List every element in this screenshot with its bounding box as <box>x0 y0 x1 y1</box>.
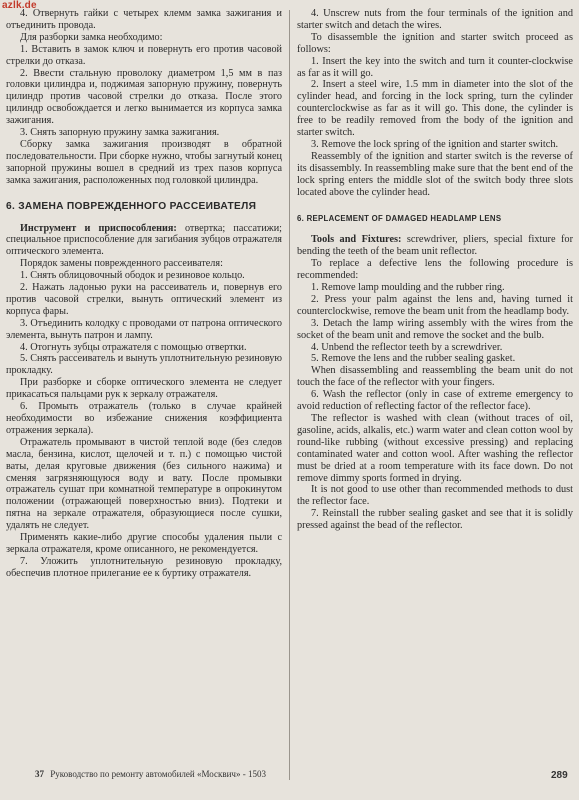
site-watermark: azlk.de <box>2 0 37 11</box>
paragraph: 2. Ввести стальную проволоку диаметром 1,5 мм в паз головки цилиндра и, поджимая запорную пружину, повернуть цилиндр против часовой стрелки до отказа. После этого цилиндр освобождается и легко вынимается из корпуса замка зажигания. <box>6 67 282 127</box>
english-column <box>297 8 573 532</box>
paragraph: 3. Remove the lock spring of the ignition and starter switch. <box>311 138 559 150</box>
paragraph: Для разборки замка необходимо: <box>20 31 163 43</box>
section-heading: 6. ЗАМЕНА ПОВРЕЖДЕННОГО РАССЕИВАТЕЛЯ <box>6 200 257 212</box>
tools-label: Инструмент и приспособления: <box>20 222 177 234</box>
paragraph: 2. Press your palm against the lens and, having turned it counterclockwise, remove the beam unit from the headlamp body. <box>297 293 573 317</box>
paragraph: Порядок замены поврежденного рассеивателя: <box>20 258 223 270</box>
paragraph: 7. Уложить уплотнительную резиновую прокладку, обеспечив плотное прилегание ее к буртику отражателя. <box>6 555 282 579</box>
paragraph: 3. Detach the lamp wiring assembly with the wires from the socket of the beam unit and remove the socket and the bulb. <box>297 317 573 341</box>
footer-book-title <box>35 769 266 779</box>
paragraph: 1. Снять облицовочный ободок и резиновое кольцо. <box>20 270 245 282</box>
column-divider <box>289 10 290 780</box>
book-title: Руководство по ремонту автомобилей «Москвич» - 1503 <box>50 769 266 779</box>
paragraph: 4. Unscrew nuts from the four terminals of the ignition and starter switch and detach the wires. <box>297 8 573 31</box>
paragraph: 3. Отъединить колодку с проводами от патрона оптического элемента, вынуть патрон и лампу. <box>6 317 282 341</box>
paragraph: 5. Remove the lens and the rubber sealing gasket. <box>311 353 516 365</box>
paragraph: It is not good to use other than recommended methods to dust the reflector face. <box>297 484 573 508</box>
paragraph: 6. Промыть отражатель (только в случае крайней необходимости во избежание снижения коэффициента отражения зеркала). <box>6 401 282 436</box>
russian-column <box>6 8 282 580</box>
paragraph: 1. Insert the key into the switch and turn it counter-clockwise as far as it will go. <box>297 55 573 79</box>
paragraph: The reflector is washed with clean (without traces of oil, gasoline, acids, alkalis, etc.) warm water and clean cotton wool by round-like rubbing (without excessive pressing) and replacing contaminated water and cotton wool. After washing the reflector must be dried at a room temperature with its face down. Do not remove dimmy sports formed in drying. <box>297 413 573 484</box>
tools-label: Tools and Fixtures: <box>311 234 402 246</box>
paragraph: 4. Отогнуть зубцы отражателя с помощью отвертки. <box>20 341 247 353</box>
paragraph: 2. Insert a steel wire, 1.5 mm in diameter into the slot of the cylinder head, and forcing in the lock spring, turn the cylinder counterclockwise as far as it will go. This done, the cylinder is free to be readily removed from the body of the ignition and starter switch. <box>297 79 573 139</box>
paragraph: 2. Нажать ладонью руки на рассеиватель и, повернув его против часовой стрелки, вынуть оптический элемент из корпуса фары. <box>6 282 282 317</box>
paragraph: 5. Снять рассеиватель и вынуть уплотнительную резиновую прокладку. <box>6 353 282 377</box>
tools-text: отвертка; пассатижи; специальное приспособление для загибания зубцов отражателя оптического элемента. <box>6 222 282 258</box>
paragraph: To replace a defective lens the following procedure is recommended: <box>297 258 573 282</box>
signature-number: 37 <box>35 769 44 779</box>
paragraph: При разборке и сборке оптического элемента не следует прикасаться пальцами рук к зеркалу отражателя. <box>6 377 282 401</box>
paragraph: Применять какие-либо другие способы удаления пыли с зеркала отражателя, кроме описанного, не рекомендуется. <box>6 532 282 555</box>
tools-paragraph <box>6 223 282 259</box>
paragraph: To disassemble the ignition and starter switch proceed as follows: <box>297 31 573 55</box>
paragraph: Сборку замка зажигания производят в обратной последовательности. При сборке нужно, чтобы загнутый конец запорной пружины вошел в средний из трех пазов корпуса замка зажигания, расположенных под головкой цилиндра. <box>6 138 282 186</box>
paragraph: 1. Вставить в замок ключ и повернуть его против часовой стрелки до отказа. <box>6 43 282 67</box>
paragraph: 4. Отвернуть гайки с четырех клемм замка зажигания и отъединить провода. <box>6 8 282 31</box>
paragraph: Отражатель промывают в чистой теплой воде (без следов масла, бензина, кислот, щелочей и т. п.) с помощью чистой ваты, делая круговые движения (без сильного нажима) и сменяя загрязняющуюся воду и вату. После промывки отражатель сушат при комнатной температуре в опрокинутом положении (отражающей поверхностью вниз). Подтеки и пятна на зеркале отражателя, образующиеся после сушки, удалять не следует. <box>6 436 282 532</box>
paragraph: 4. Unbend the reflector teeth by a screwdriver. <box>311 341 503 353</box>
paragraph: 6. Wash the reflector (only in case of extreme emergency to avoid reduction of reflecting factor of the reflector face). <box>297 389 573 413</box>
paragraph: When disassembling and reassembling the beam unit do not touch the face of the reflector with your fingers. <box>297 365 573 389</box>
paragraph: 1. Remove lamp moulding and the rubber ring. <box>311 282 505 294</box>
tools-text: screwdriver, pliers, special fixture for bending the teeth of the beam unit reflector. <box>297 234 573 258</box>
paragraph: 7. Reinstall the rubber sealing gasket and see that it is solidly pressed against the bead of the reflector. <box>297 508 573 532</box>
page-number: 289 <box>551 770 568 781</box>
tools-paragraph <box>297 234 573 258</box>
section-heading: 6. REPLACEMENT OF DAMAGED HEADLAMP LENS <box>297 213 502 223</box>
paragraph: 3. Снять запорную пружину замка зажигания. <box>20 127 220 139</box>
paragraph: Reassembly of the ignition and starter switch is the reverse of its disassembly. In reassembling make sure that the bent end of the lock spring enters the middle slot of the switch body three slots located above the cylinder head. <box>297 150 573 198</box>
